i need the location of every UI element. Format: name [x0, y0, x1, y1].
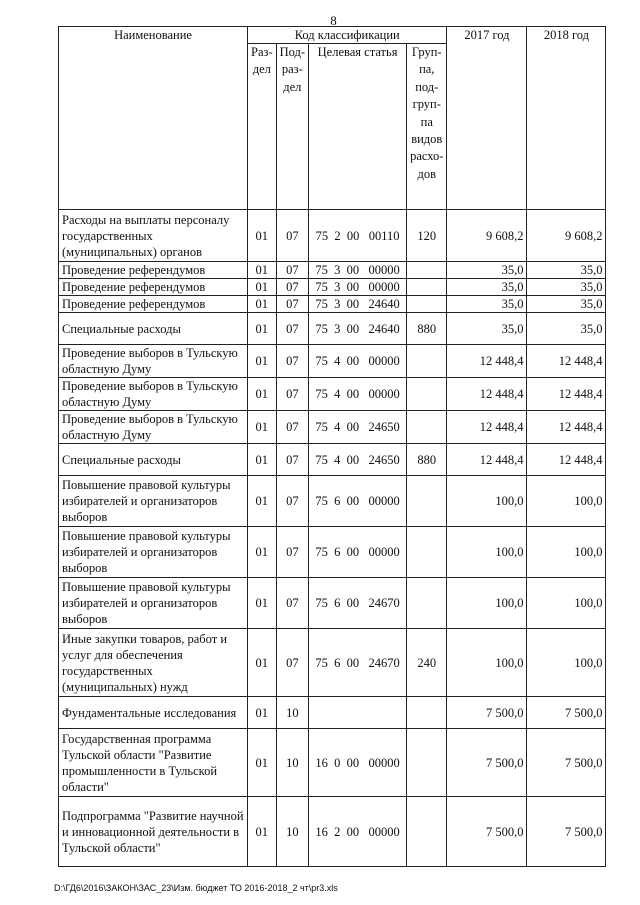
row-section: 01	[248, 444, 277, 476]
row-amount-2018: 35,0	[527, 262, 606, 279]
row-amount-2018: 100,0	[527, 629, 606, 697]
row-target-article: 75 6 00 24670	[309, 629, 407, 697]
row-name: Подпрограмма "Развитие научной и инновационной деятельности в Тульской области"	[59, 797, 248, 867]
row-section: 01	[248, 279, 277, 296]
row-amount-2017: 7 500,0	[447, 729, 527, 797]
row-amount-2018: 12 448,4	[527, 345, 606, 378]
table-row	[59, 797, 606, 867]
row-subsection: 07	[276, 411, 308, 444]
row-target-article: 75 3 00 00000	[309, 279, 407, 296]
row-target-article: 16 2 00 00000	[309, 797, 407, 867]
row-amount-2018: 12 448,4	[527, 411, 606, 444]
header-2018: 2018 год	[527, 27, 606, 210]
row-target-article: 75 3 00 24640	[309, 296, 407, 313]
table-row	[59, 578, 606, 629]
row-name: Повышение правовой культуры избирателей и организаторов выборов	[59, 578, 248, 629]
row-section: 01	[248, 527, 277, 578]
row-section: 01	[248, 296, 277, 313]
table-row	[59, 476, 606, 527]
row-section: 01	[248, 697, 277, 729]
row-amount-2018: 100,0	[527, 527, 606, 578]
table-row	[59, 527, 606, 578]
row-amount-2017: 35,0	[447, 313, 527, 345]
row-amount-2017: 35,0	[447, 296, 527, 313]
row-expense-group	[407, 729, 447, 797]
table-row	[59, 313, 606, 345]
row-name: Проведение референдумов	[59, 296, 248, 313]
row-target-article: 75 3 00 00000	[309, 262, 407, 279]
row-amount-2017: 12 448,4	[447, 444, 527, 476]
row-expense-group	[407, 697, 447, 729]
row-expense-group	[407, 411, 447, 444]
row-amount-2018: 35,0	[527, 313, 606, 345]
table-row	[59, 444, 606, 476]
row-expense-group	[407, 578, 447, 629]
header-subsection: Под- раз- дел	[276, 44, 308, 210]
row-name: Проведение выборов в Тульскую областную Думу	[59, 345, 248, 378]
row-amount-2017: 100,0	[447, 527, 527, 578]
row-name: Специальные расходы	[59, 313, 248, 345]
row-amount-2017: 12 448,4	[447, 378, 527, 411]
row-section: 01	[248, 378, 277, 411]
row-subsection: 07	[276, 313, 308, 345]
row-section: 01	[248, 210, 277, 262]
row-amount-2017: 9 608,2	[447, 210, 527, 262]
row-amount-2018: 100,0	[527, 578, 606, 629]
row-amount-2018: 12 448,4	[527, 444, 606, 476]
row-subsection: 07	[276, 279, 308, 296]
row-name: Специальные расходы	[59, 444, 248, 476]
row-section: 01	[248, 345, 277, 378]
row-amount-2018: 12 448,4	[527, 378, 606, 411]
row-expense-group	[407, 797, 447, 867]
row-subsection: 10	[276, 697, 308, 729]
row-section: 01	[248, 476, 277, 527]
row-target-article: 75 4 00 24650	[309, 411, 407, 444]
row-subsection: 07	[276, 296, 308, 313]
row-amount-2018: 35,0	[527, 296, 606, 313]
row-section: 01	[248, 629, 277, 697]
row-amount-2018: 7 500,0	[527, 729, 606, 797]
row-amount-2017: 12 448,4	[447, 411, 527, 444]
row-section: 01	[248, 411, 277, 444]
row-target-article	[309, 697, 407, 729]
row-target-article: 75 2 00 00110	[309, 210, 407, 262]
row-expense-group	[407, 345, 447, 378]
row-subsection: 07	[276, 345, 308, 378]
row-name: Повышение правовой культуры избирателей и организаторов выборов	[59, 527, 248, 578]
row-subsection: 07	[276, 262, 308, 279]
page-number: 8	[330, 13, 337, 28]
row-amount-2017: 100,0	[447, 578, 527, 629]
row-section: 01	[248, 578, 277, 629]
row-target-article: 75 4 00 00000	[309, 345, 407, 378]
row-subsection: 07	[276, 629, 308, 697]
row-name: Расходы на выплаты персоналу государственных (муниципальных) органов	[59, 210, 248, 262]
row-target-article: 75 4 00 00000	[309, 378, 407, 411]
row-target-article: 16 0 00 00000	[309, 729, 407, 797]
header-section: Раз- дел	[248, 44, 277, 210]
row-target-article: 75 4 00 24650	[309, 444, 407, 476]
row-subsection: 07	[276, 476, 308, 527]
row-subsection: 07	[276, 527, 308, 578]
row-name: Проведение выборов в Тульскую областную Думу	[59, 378, 248, 411]
row-name: Иные закупки товаров, работ и услуг для обеспечения государственных (муниципальных) нужд	[59, 629, 248, 697]
row-section: 01	[248, 313, 277, 345]
row-name: Фундаментальные исследования	[59, 697, 248, 729]
row-expense-group	[407, 262, 447, 279]
table-row	[59, 697, 606, 729]
row-amount-2018: 9 608,2	[527, 210, 606, 262]
row-expense-group	[407, 476, 447, 527]
row-section: 01	[248, 797, 277, 867]
row-expense-group: 240	[407, 629, 447, 697]
table-row	[59, 378, 606, 411]
budget-table	[58, 26, 606, 867]
row-amount-2017: 100,0	[447, 629, 527, 697]
row-name: Проведение референдумов	[59, 279, 248, 296]
row-expense-group	[407, 279, 447, 296]
header-row-1	[59, 27, 606, 44]
table-row	[59, 279, 606, 296]
row-name: Проведение референдумов	[59, 262, 248, 279]
header-group: Груп- па, под- груп- па видов расхо- дов	[407, 44, 447, 210]
row-subsection: 07	[276, 378, 308, 411]
row-subsection: 07	[276, 578, 308, 629]
table-row	[59, 296, 606, 313]
row-amount-2017: 100,0	[447, 476, 527, 527]
table-row	[59, 210, 606, 262]
row-section: 01	[248, 262, 277, 279]
row-amount-2017: 12 448,4	[447, 345, 527, 378]
row-name: Проведение выборов в Тульскую областную Думу	[59, 411, 248, 444]
row-section: 01	[248, 729, 277, 797]
row-amount-2017: 7 500,0	[447, 797, 527, 867]
row-target-article: 75 6 00 00000	[309, 476, 407, 527]
table-row	[59, 411, 606, 444]
header-2017: 2017 год	[447, 27, 527, 210]
table-row	[59, 729, 606, 797]
header-target: Целевая статья	[309, 44, 407, 210]
row-expense-group: 880	[407, 313, 447, 345]
table-row	[59, 262, 606, 279]
row-expense-group	[407, 378, 447, 411]
row-amount-2018: 100,0	[527, 476, 606, 527]
row-amount-2018: 7 500,0	[527, 797, 606, 867]
row-expense-group	[407, 296, 447, 313]
row-target-article: 75 6 00 24670	[309, 578, 407, 629]
row-subsection: 07	[276, 210, 308, 262]
row-amount-2017: 35,0	[447, 262, 527, 279]
row-subsection: 10	[276, 729, 308, 797]
row-expense-group: 120	[407, 210, 447, 262]
row-amount-2017: 7 500,0	[447, 697, 527, 729]
row-name: Государственная программа Тульской области "Развитие промышленности в Тульской области"	[59, 729, 248, 797]
row-target-article: 75 6 00 00000	[309, 527, 407, 578]
file-path-footer: D:\ГД6\2016\ЗАКОН\ЗАС_23\Изм. бюджет ТО 2016-2018_2 чт\pr3.xls	[54, 883, 338, 893]
row-amount-2018: 35,0	[527, 279, 606, 296]
header-name: Наименование	[59, 27, 248, 210]
row-amount-2018: 7 500,0	[527, 697, 606, 729]
row-subsection: 10	[276, 797, 308, 867]
table-row	[59, 345, 606, 378]
row-expense-group: 880	[407, 444, 447, 476]
row-target-article: 75 3 00 24640	[309, 313, 407, 345]
row-amount-2017: 35,0	[447, 279, 527, 296]
row-subsection: 07	[276, 444, 308, 476]
row-expense-group	[407, 527, 447, 578]
table-row	[59, 629, 606, 697]
header-code-group: Код классификации	[248, 27, 447, 44]
row-name: Повышение правовой культуры избирателей и организаторов выборов	[59, 476, 248, 527]
